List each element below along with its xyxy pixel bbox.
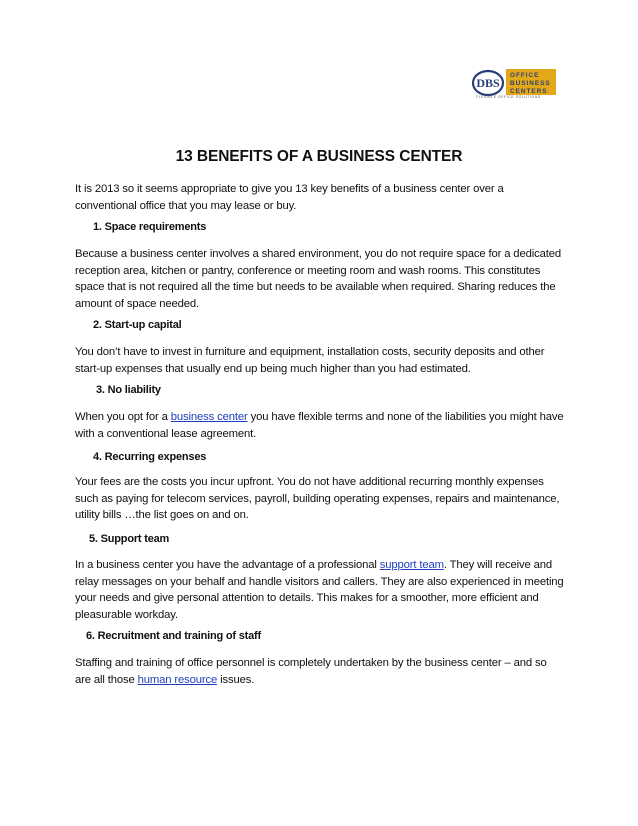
section-text-3 bbox=[75, 409, 565, 442]
section-text-3-before: When you opt for a bbox=[75, 411, 171, 423]
human-resource-link[interactable]: human resource bbox=[137, 673, 218, 686]
section-text-6-after: issues. bbox=[217, 673, 255, 686]
section-text-1: Because a business center involves a shared environment, you do not require space for a dedicated reception area, kitchen or pantry, conference or meeting room and wash rooms. This constitutes space that is not required all the time but needs to be available when required. Sharing reduces the amount of space needed. bbox=[75, 248, 561, 310]
section-paragraph-2 bbox=[75, 344, 565, 377]
section-text-3-after: you have flexible terms and none of the liabilities you might have with a conventional lease agreement. bbox=[75, 411, 564, 440]
section-text-4: Your fees are the costs you incur upfront. You do not have additional recurring monthly expenses such as paying for telecom services, payroll, building operating expenses, repairs and maintenance, utility bills …the list goes on and on. bbox=[75, 476, 560, 522]
section-paragraph-1 bbox=[75, 246, 565, 312]
section-heading-2: 2. Start-up capital bbox=[93, 319, 182, 331]
intro-text: It is 2013 so it seems appropriate to give you 13 key benefits of a business center over a conventional office that you may lease or buy. bbox=[75, 183, 504, 212]
section-text-2: You don’t have to invest in furniture and equipment, installation costs, security deposits and other start-up expenses that usually end up being much higher than you had estimated. bbox=[75, 346, 545, 375]
section-text-5 bbox=[75, 557, 565, 623]
logo-graphic bbox=[472, 68, 564, 98]
logo-letters: DBS bbox=[476, 76, 500, 90]
section-text-6 bbox=[75, 655, 565, 688]
intro-paragraph bbox=[75, 181, 565, 214]
support-team-link[interactable]: support team bbox=[379, 559, 444, 571]
section-paragraph-3 bbox=[75, 409, 565, 442]
logo-line-1: OFFICE bbox=[510, 72, 540, 79]
logo-line-2: BUSINESS bbox=[510, 80, 551, 87]
section-text-6-before: Staffing and training of office personnel is completely undertaken by the business center – and so are all those bbox=[75, 657, 547, 686]
business-center-link[interactable]: business center bbox=[170, 411, 248, 423]
section-paragraph-6 bbox=[75, 655, 565, 688]
logo-tagline: FLEXIBLE OFFICE SOLUTIONS bbox=[476, 95, 541, 99]
document-title: 13 BENEFITS OF A BUSINESS CENTER bbox=[175, 148, 463, 165]
section-heading-5: 5. Support team bbox=[89, 533, 170, 545]
section-heading-6: 6. Recruitment and training of staff bbox=[86, 630, 261, 642]
section-text-5-before: In a business center you have the advantage of a professional bbox=[75, 559, 380, 571]
section-heading-1: 1. Space requirements bbox=[93, 221, 207, 233]
section-paragraph-4 bbox=[75, 474, 565, 524]
section-text-5-after: . They will receive and relay messages on your behalf and handle visitors and callers. They are also experienced in meeting your needs and give personal attention to details. This makes for a smoother, more efficient and pleasurable workday. bbox=[75, 559, 564, 621]
logo-line-3: CENTERS bbox=[510, 88, 548, 95]
section-heading-4: 4. Recurring expenses bbox=[93, 451, 207, 463]
section-paragraph-5 bbox=[75, 557, 565, 623]
section-heading-3: 3. No liability bbox=[96, 384, 161, 396]
